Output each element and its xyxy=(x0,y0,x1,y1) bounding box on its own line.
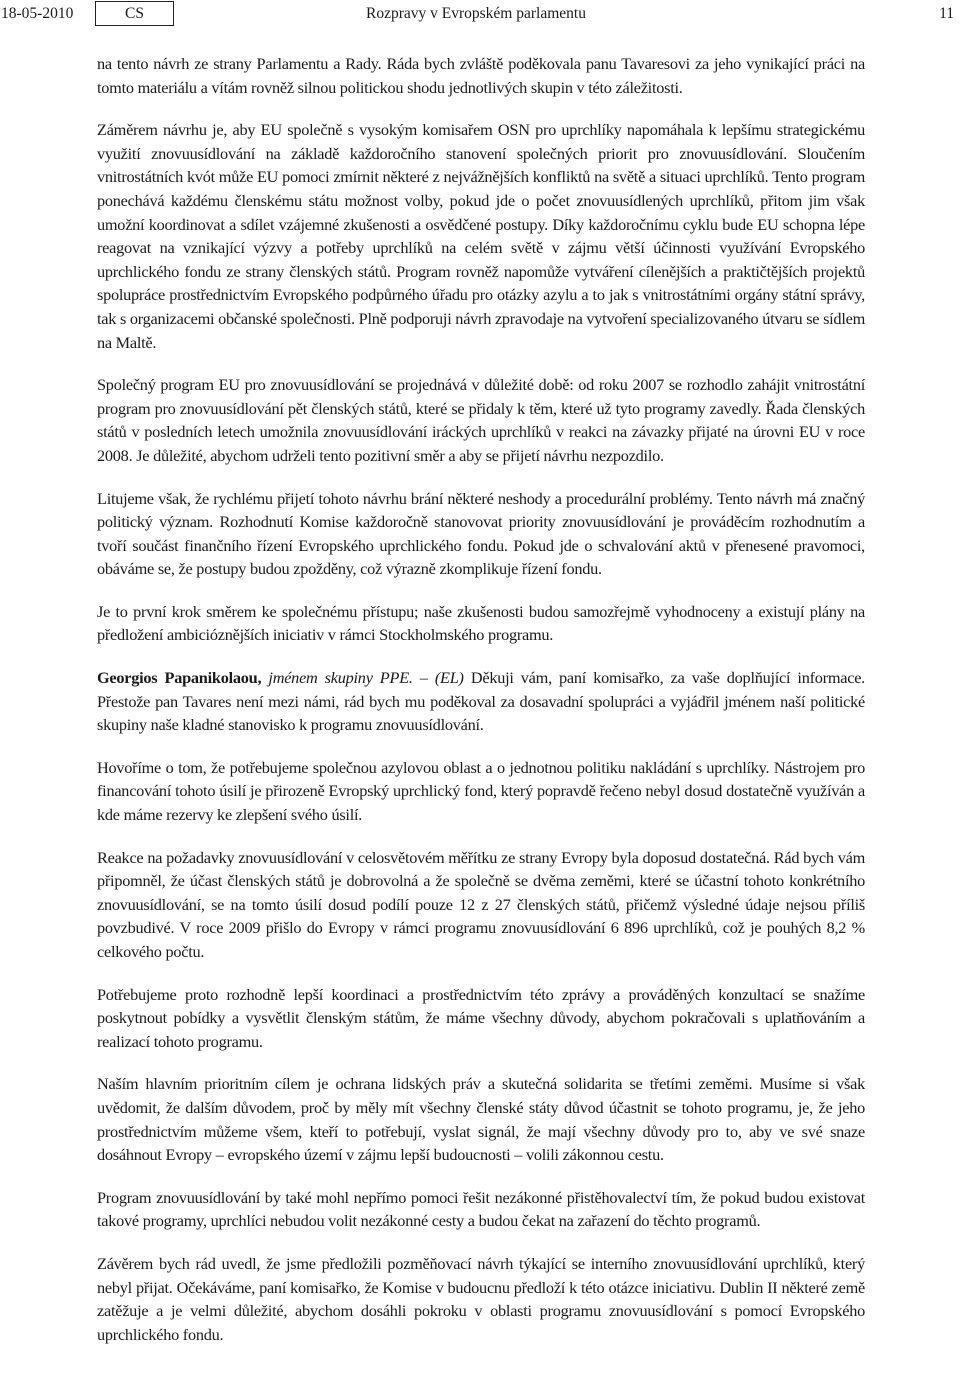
speech-intro-paragraph xyxy=(97,666,865,737)
header-title: Rozpravy v Evropském parlamentu xyxy=(366,5,586,22)
paragraph: Závěrem bych rád uvedl, že jsme předložili pozměňovací návrh týkající se interního znovuusídlování uprchlíků, který nebyl přijat. Očekáváme, paní komisařko, že Komise v budoucnu předloží k této otázce iniciativu. Dublin II některé země zatěžuje a je velmi důležité, abychom dosáhli pokroku v oblasti programu znovuusídlování s pomocí Evropského uprchlického fondu. xyxy=(97,1253,865,1344)
paragraph: Společný program EU pro znovuusídlování se projednává v důležité době: od roku 2007 se rozhodlo zahájit vnitrostátní program pro znovuusídlování pět členských států, které se přidaly k těm, které už tyto programy zavedly. Řada členských států v posledních letech umožnila znovuusídlování iráckých uprchlíků v reakci na závazky přijaté na úrovni EU v roce 2008. Je důležité, abychom udrželi tento pozitivní směr a aby se přijetí návrhu nezpozdilo. xyxy=(97,375,865,465)
speaker-role: jménem skupiny PPE. xyxy=(268,668,413,688)
paragraph: Potřebujeme proto rozhodně lepší koordinaci a prostřednictvím této zprávy a prováděných konzultací se snažíme poskytnout pobídky a vysvětlit členským státům, že máme všechny důvody, abychom pokračovali s uplatňováním a realizací tohoto programu. xyxy=(97,984,865,1051)
paragraph: Reakce na požadavky znovuusídlování v celosvětovém měřítku ze strany Evropy byla doposud dostatečná. Rád bych vám připomněl, že účast členských států je dobrovolná a že společně se dvěma zeměmi, které se účastní tohoto konkrétního znovuusídlování, se na tomto úsilí dosud podílí pouze 12 z 27 členských států, přičemž výsledné údaje nejsou příliš povzbudivé. V roce 2009 přišlo do Evropy v rámci programu znovuusídlování 6 896 uprchlíků, což je pouhých 8,2 % celkového počtu. xyxy=(97,847,865,961)
paragraph: Je to první krok směrem ke společnému přístupu; naše zkušenosti budou samozřejmě vyhodnoceny a existují plány na předložení ambicióznějších iniciativ v rámci Stockholmského programu. xyxy=(97,601,865,645)
header-page-number: 11 xyxy=(939,5,954,22)
paragraph: Záměrem návrhu je, aby EU společně s vysokým komisařem OSN pro uprchlíky napomáhala k lepšímu strategickému využití znovuusídlování na základě každoročního stanovení společných priorit pro znovuusídlování. Sloučením vnitrostátních kvót může EU pomoci zmírnit některé z nejvážnějších konfliktů na světě a situaci uprchlíků. Tento program ponechává každému členskému státu možnost volby, pokud jde o počet znovuusídlených uprchlíků, přitom jim však umožní koordinovat a sdílet vzájemné zkušenosti a osvědčené postupy. Díky každoročnímu cyklu bude EU schopna lépe reagovat na vznikající výzvy a potřeby uprchlíků na celém světě v zájmu větší účinnosti využívání Evropského uprchlického fondu ze strany členských států. Program rovněž napomůže vytváření cílenějších a praktičtějších projektů spolupráce prostřednictvím Evropského podpůrného úřadu pro otázky azylu a to jak s vnitrostátními orgány státní správy, tak s organizacemi občanské společnosti. Plně podporuji návrh zpravodaje na vytvoření specializovaného útvaru se sídlem na Maltě. xyxy=(97,120,865,352)
header-language-box: CS xyxy=(95,1,174,26)
speech-language: (EL) xyxy=(434,668,464,688)
paragraph: Naším hlavním prioritním cílem je ochrana lidských práv a skutečná solidarita se třetími zeměmi. Musíme si však uvědomit, že dalším důvodem, proč by měly mít všechny členské státy důvod účastnit se tohoto programu, je, že jeho prostřednictvím můžeme všem, kteří to potřebují, vyslat signál, že mají všechny důvody pro to, aby ve své snaze dosáhnout Evropy – evropského území v zájmu lepší budoucnosti – volili zákonnou cestu. xyxy=(97,1074,865,1165)
paragraph: Hovoříme o tom, že potřebujeme společnou azylovou oblast a o jednotnou politiku nakládání s uprchlíky. Nástrojem pro financování tohoto úsilí je přirozeně Evropský uprchlický fond, který popravdě řečeno nebyl dosud dostatečně využíván a kde máme rezervy ke zlepšení svého úsilí. xyxy=(97,757,865,825)
paragraph: Litujeme však, že rychlému přijetí tohoto návrhu brání některé neshody a procedurální problémy. Tento návrh má značný politický význam. Rozhodnutí Komise každoročně stanovovat priority znovuusídlování je prováděcím rozhodnutím a tvoří součást finančního řízení Evropského uprchlického fondu. Pokud jde o schvalování aktů v přenesené pravomoci, obáváme se, že postupy budou zpožděny, což výrazně zkomplikuje řízení fondu. xyxy=(97,488,865,579)
page-header xyxy=(0,0,960,30)
document-body xyxy=(97,52,865,1365)
speech-text: Děkuji vám, paní komisařko, za vaše doplňující informace. Přestože pan Tavares není mezi námi, rád bych mu poděkoval za dosavadní spolupráci a vyjádřil jménem naší politické skupiny naše kladné stanovisko k programu znovuusídlování. xyxy=(97,668,865,735)
speaker-name: Georgios Papanikolaou, xyxy=(97,668,262,688)
header-date: 18-05-2010 xyxy=(1,5,74,22)
paragraph: na tento návrh ze strany Parlamentu a Rady. Ráda bych zvláště poděkovala panu Tavaresovi za jeho vynikající práci na tomto materiálu a vítám rovněž silnou politickou shodu jednotlivých skupin v této záležitosti. xyxy=(97,54,865,97)
paragraph: Program znovuusídlování by také mohl nepřímo pomoci řešit nezákonné přistěhovalectví tím, že pokud budou existovat takové programy, uprchlíci nebudou volit nezákonné cesty a budou čekat na zařazení do těchto programů. xyxy=(97,1187,865,1231)
speech-dash: – xyxy=(412,668,435,688)
